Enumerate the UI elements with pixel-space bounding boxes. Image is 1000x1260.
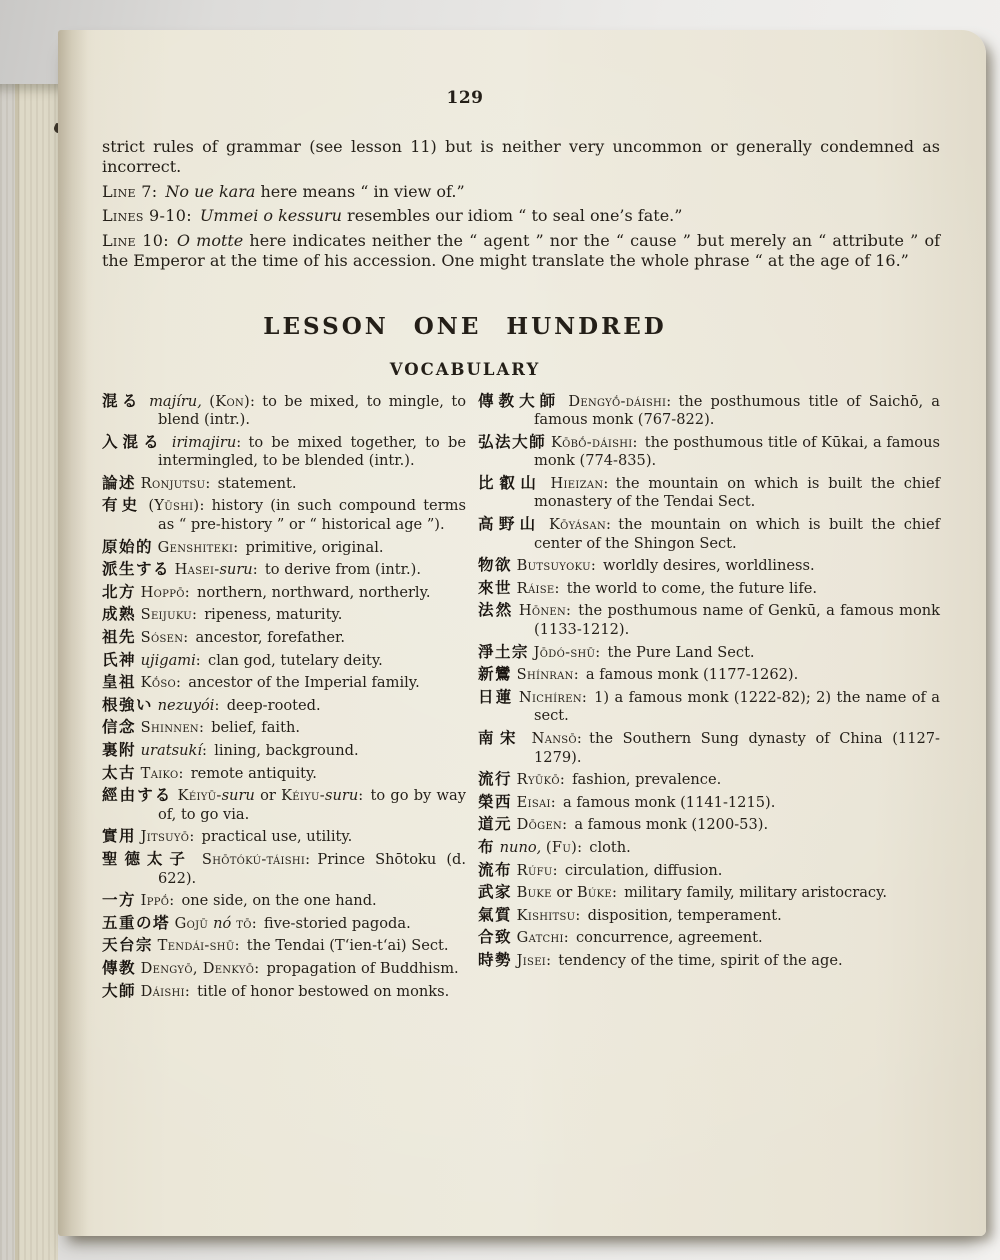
definition: ancestor of the Imperial family. <box>188 674 420 692</box>
definition: lining, background. <box>214 742 359 759</box>
definition: disposition, temperament. <box>587 906 782 924</box>
text-segment: Kishitsu <box>516 906 576 924</box>
kanji-headword: 入混る <box>102 431 164 451</box>
text-segment: Dengyō, Denkyō <box>140 959 255 977</box>
kanji-headword: 五重の塔 <box>102 912 171 932</box>
text-segment: suru <box>219 561 253 579</box>
text-segment: Tendái-shū <box>157 937 235 955</box>
definition: Prince Shōtoku (d. 622). <box>158 850 466 887</box>
kanji-headword: 論述 <box>102 472 137 492</box>
kanji-headword: 傳教大師 <box>478 390 561 410</box>
kanji-headword: 弘法大師 <box>478 431 547 451</box>
vocab-entry: 派生する Hasei-suru: to derive from (intr.). <box>102 559 421 579</box>
definition: a famous monk (1200-53). <box>574 816 769 834</box>
vocab-entry: 北方 Hoppō: northern, northward, northerly. <box>102 581 431 601</box>
definition: the posthumous name of Genkū, a famous monk (1133-1212). <box>534 602 940 639</box>
text-segment: ujigami <box>140 651 196 669</box>
definition: cloth. <box>589 838 631 856</box>
text-segment: irimajiru <box>171 433 237 451</box>
text-segment: Dōgen <box>516 816 563 834</box>
text-segment: (Yūshi) <box>148 497 200 515</box>
definition: statement. <box>217 474 297 492</box>
definition: the posthumous title of Saichō, a famous monk (767-822). <box>534 392 940 429</box>
definition: the mountain on which is built the chief monastery of the Tendai Sect. <box>534 474 940 511</box>
definition: to be mixed together, to be intermingled, to be blended (intr.). <box>158 433 466 470</box>
vocab-entry: 混る majíru, (Kon): to be mixed, to mingle, to blend (intr.). <box>102 390 466 429</box>
note-label: Lines 9-10: <box>102 206 192 225</box>
definition: belief, faith. <box>211 719 300 737</box>
vocab-entry: 法然 Hōnen: the posthumous name of Genkū, a famous monk (1133-1212). <box>478 600 940 639</box>
kanji-headword: 日蓮 <box>478 686 514 706</box>
definition: worldly desires, worldliness. <box>603 557 815 575</box>
vocab-entry: 淨土宗 Jōdó-shū: the Pure Land Sect. <box>478 641 755 661</box>
definition: the world to come, the future life. <box>566 579 817 597</box>
text-segment: Rúfu <box>516 861 553 879</box>
page-number: 129 <box>446 88 484 108</box>
kanji-headword: 布 <box>478 836 496 856</box>
text-segment: Seijuku <box>140 606 192 624</box>
text-segment: Gojū <box>174 914 214 932</box>
definition: title of honor bestowed on monks. <box>197 982 450 1000</box>
kanji-headword: 根強い <box>102 694 154 714</box>
definition: history (in such compound terms as “ pre-history ” or “ historical age ”). <box>158 497 466 534</box>
text-segment: Jisei <box>516 951 547 969</box>
vocab-entry: 榮西 Eisai: a famous monk (1141-1215). <box>478 791 776 811</box>
kanji-headword: 南宋 <box>478 728 522 747</box>
text-segment: Gatchi <box>516 929 564 947</box>
kanji-headword: 祖先 <box>102 627 137 647</box>
kanji-headword: 皇祖 <box>102 672 137 692</box>
definition: the posthumous title of Kūkai, a famous monk (774-835). <box>534 433 940 470</box>
definition: ancestor, forefather. <box>195 629 345 647</box>
kanji-headword: 道元 <box>478 814 513 834</box>
lesson-title: LESSON ONE HUNDRED <box>263 312 667 340</box>
definition: northern, northward, northerly. <box>196 583 431 601</box>
text-segment: Eisai <box>516 793 551 811</box>
definition: one side, on the one hand. <box>181 892 377 910</box>
definition: to derive from (intr.). <box>264 561 421 579</box>
text-segment: or <box>551 884 577 902</box>
vocab-entry: 有史 (Yūshi): history (in such compound terms as “ pre-history ” or “ historical age ”). <box>102 495 466 534</box>
text-segment: Nichíren <box>518 688 582 706</box>
text-segment: (Fu) <box>545 838 578 856</box>
vocab-entry: 祖先 Sósen: ancestor, forefather. <box>102 627 345 647</box>
text-segment: Jitsuyō <box>140 828 190 846</box>
vocab-entry: 裏附 uratsukí: lining, background. <box>102 740 359 759</box>
vocab-entry: 南宋 Nansō: the Southern Sung dynasty of China (1127-1279). <box>478 728 940 766</box>
vocab-entry: 來世 Ráise: the world to come, the future life. <box>478 577 817 597</box>
vocab-entry: 物欲 Butsuyoku: worldly desires, worldliness. <box>478 555 815 575</box>
kanji-headword: 合致 <box>478 927 513 947</box>
definition: tendency of the time, spirit of the age. <box>558 951 843 969</box>
vocab-entry: 合致 Gatchi: concurrence, agreement. <box>478 927 763 947</box>
vocab-entry: 大師 Dáishi: title of honor bestowed on monks. <box>102 980 450 1000</box>
top-notes-list <box>102 182 940 272</box>
vocab-entry: 傳教 Dengyō, Denkyō: propagation of Buddhism. <box>102 957 459 977</box>
text-segment: Ráise <box>516 579 555 597</box>
kanji-headword: 淨土宗 <box>478 641 530 661</box>
text-segment: Búke <box>576 884 612 902</box>
intro-paragraph: strict rules of grammar (see lesson 11) but is neither very uncommon or generally condemned as incorrect. <box>102 136 940 176</box>
vocab-entry: 實用 Jitsuyō: practical use, utility. <box>102 826 353 846</box>
vocab-entry: 氏神 ujigami: clan god, tutelary deity. <box>102 649 383 669</box>
text-segment: uratsukí <box>140 742 202 759</box>
kanji-headword: 物欲 <box>478 555 513 575</box>
kanji-headword: 經由する <box>102 785 173 805</box>
text-segment: No ue kara <box>165 181 256 201</box>
definition: ripeness, maturity. <box>204 606 343 624</box>
text-segment: O motte <box>176 230 244 250</box>
kanji-headword: 派生する <box>102 559 171 579</box>
kanji-headword: 大師 <box>102 980 137 1000</box>
text-segment: Hasei- <box>174 561 220 579</box>
vocab-entry: 布 nuno, (Fu): cloth. <box>478 836 631 856</box>
vocab-entry: 氣質 Kishitsu: disposition, temperament. <box>478 904 782 924</box>
note-label: Line 7: <box>102 181 158 201</box>
text-segment: Ippṓ <box>140 892 170 910</box>
definition: primitive, original. <box>245 538 384 556</box>
kanji-headword: 榮西 <box>478 791 513 811</box>
vocab-entry: 一方 Ippṓ: one side, on the one hand. <box>102 890 377 910</box>
definition: deep-rooted. <box>226 696 321 714</box>
definition: the Southern Sung dynasty of China (1127-1279). <box>534 730 940 766</box>
vocab-entry: 原始的 Genshiteki: primitive, original. <box>102 536 384 556</box>
text-segment: Jōdó-shū <box>533 643 596 661</box>
page-content <box>102 30 940 1004</box>
text-segment: (Kon) <box>209 392 251 410</box>
text-segment: Taiko <box>140 764 179 782</box>
definition: to go by way of, to go via. <box>158 787 466 823</box>
vocabulary-columns <box>102 392 940 1005</box>
line-note <box>102 231 940 272</box>
definition: circulation, diffusion. <box>564 861 723 879</box>
text-segment: Hōnen <box>518 602 567 620</box>
vocab-entry: 道元 Dōgen: a famous monk (1200-53). <box>478 814 769 834</box>
text-segment: resembles our idiom “ to seal one’s fate.” <box>341 206 683 225</box>
kanji-headword: 比叡山 <box>478 472 542 492</box>
text-segment: majíru, <box>149 392 202 410</box>
kanji-headword: 武家 <box>478 882 513 902</box>
vocab-entry: 根強い nezuyói: deep-rooted. <box>102 694 321 714</box>
text-segment: Kṓso <box>140 674 177 692</box>
kanji-headword: 氏神 <box>102 649 137 669</box>
text-segment: suru <box>221 787 255 805</box>
definition: fashion, prevalence. <box>572 771 722 789</box>
vocab-entry: 傳教大師 Dengyṓ-dáishi: the posthumous title of Saichō, a famous monk (767-822). <box>478 390 940 429</box>
vocab-column-left <box>102 392 466 1005</box>
definition: practical use, utility. <box>201 828 353 846</box>
vocab-entry: 入混る irimajiru: to be mixed together, to be intermingled, to be blended (intr.). <box>102 431 466 470</box>
definition: a famous monk (1141-1215). <box>563 793 776 811</box>
vocab-entry: 太古 Taiko: remote antiquity. <box>102 762 317 782</box>
kanji-headword: 聖德太子 <box>102 848 192 868</box>
kanji-headword: 太古 <box>102 762 137 782</box>
vocab-entry: 流行 Ryūkō: fashion, prevalence. <box>478 769 722 789</box>
line-note <box>102 206 940 227</box>
kanji-headword: 傳教 <box>102 957 137 977</box>
kanji-headword: 一方 <box>102 890 137 910</box>
text-segment: Dáishi <box>140 982 185 1000</box>
kanji-headword: 高野山 <box>478 514 541 534</box>
kanji-headword: 流行 <box>478 769 513 789</box>
vocab-entry: 高野山 Kōyásan: the mountain on which is built the chief center of the Shingon Sect. <box>478 514 940 552</box>
definition: five-storied pagoda. <box>263 914 411 932</box>
text-segment: Hieizan <box>550 474 604 492</box>
vocab-entry: 聖德太子 Shōtókú-táishi: Prince Shōtoku (d. 622). <box>102 848 466 887</box>
kanji-headword: 成熟 <box>102 604 137 624</box>
text-segment: nuno, <box>499 838 542 856</box>
page-edge-stack <box>0 84 58 1260</box>
line-note <box>102 182 940 203</box>
vocab-entry: 成熟 Seijuku: ripeness, maturity. <box>102 604 343 624</box>
text-segment: Kōyásan <box>548 516 607 534</box>
vocab-entry: 流布 Rúfu: circulation, diffusion. <box>478 859 723 879</box>
text-segment: Kōbṓ-dáishi <box>550 433 633 451</box>
kanji-headword: 來世 <box>478 577 513 597</box>
vocab-column-right <box>478 392 940 1005</box>
kanji-headword: 北方 <box>102 581 137 601</box>
text-segment: Kéiyū- <box>177 787 222 805</box>
vocab-entry: 日蓮 Nichíren: 1) a famous monk (1222-82); 2) the name of a sect. <box>478 686 940 725</box>
definition: propagation of Buddhism. <box>266 959 459 977</box>
text-segment: Shōtókú-táishi <box>201 850 306 868</box>
kanji-headword: 信念 <box>102 717 137 737</box>
kanji-headword: 流布 <box>478 859 513 879</box>
kanji-headword: 天台宗 <box>102 935 154 955</box>
kanji-headword: 裏附 <box>102 740 137 759</box>
vocab-entry: 武家 Buke or Búke: military family, military aristocracy. <box>478 882 888 902</box>
kanji-headword: 原始的 <box>102 536 154 556</box>
text-segment: Butsuyoku <box>516 557 591 575</box>
kanji-headword: 氣質 <box>478 904 513 924</box>
kanji-headword: 時勢 <box>478 949 513 969</box>
vocab-entry: 經由する Kéiyū-suru or Kéiyu-suru: to go by way of, to go via. <box>102 785 466 823</box>
kanji-headword: 實用 <box>102 826 137 846</box>
vocab-entry: 論述 Ronjutsu: statement. <box>102 472 297 492</box>
vocab-entry: 時勢 Jisei: tendency of the time, spirit of the age. <box>478 949 843 969</box>
definition: a famous monk (1177-1262). <box>585 666 799 684</box>
vocab-entry: 信念 Shinnen: belief, faith. <box>102 717 300 737</box>
definition: the Pure Land Sect. <box>607 643 755 661</box>
text-segment: Dengyṓ-dáishi <box>568 392 667 410</box>
text-segment: Sósen <box>140 629 184 647</box>
kanji-headword: 新鸞 <box>478 664 513 684</box>
kanji-headword: 有史 <box>102 495 142 515</box>
text-segment: Shínran <box>516 666 574 684</box>
text-segment: suru <box>324 787 359 805</box>
text-segment: Ryūkō <box>516 771 560 789</box>
text-segment: tō <box>231 914 252 932</box>
text-segment: Buke <box>516 884 552 902</box>
text-segment: or <box>254 787 282 805</box>
text-segment: Genshiteki <box>157 538 234 556</box>
text-segment: nezuyói <box>157 696 215 714</box>
definition: military family, military aristocracy. <box>624 884 888 902</box>
vocab-entry: 弘法大師 Kōbṓ-dáishi: the posthumous title of Kūkai, a famous monk (774-835). <box>478 431 940 470</box>
definition: 1) a famous monk (1222-82); 2) the name of a sect. <box>534 688 940 725</box>
definition: to be mixed, to mingle, to blend (intr.). <box>158 392 466 429</box>
vocab-entry: 比叡山 Hieizan: the mountain on which is built the chief monastery of the Tendai Sect. <box>478 472 940 511</box>
text-segment: Ronjutsu <box>140 474 206 492</box>
text-segment: Ummei o kessuru <box>199 206 342 225</box>
vocab-entry: 天台宗 Tendái-shū: the Tendai (T‘ien-t‘ai) Sect. <box>102 935 449 955</box>
text-segment: nó <box>213 914 232 932</box>
text-segment: here indicates neither the “ agent ” nor the “ cause ” but merely an “ attribute ” of the Emperor at the time of his accession. One might translate the whole phrase “ at the age of 16.” <box>102 230 940 270</box>
vocab-entry: 皇祖 Kṓso: ancestor of the Imperial family. <box>102 672 420 692</box>
text-segment: Nansō <box>531 730 577 747</box>
definition: remote antiquity. <box>190 764 317 782</box>
note-label: Line 10: <box>102 230 169 250</box>
definition: the Tendai (T‘ien-t‘ai) Sect. <box>246 937 449 955</box>
book-page <box>58 30 986 1236</box>
definition: the mountain on which is built the chief center of the Shingon Sect. <box>534 516 940 552</box>
vocabulary-heading: VOCABULARY <box>389 359 541 379</box>
text-segment: here means “ in view of.” <box>255 181 465 201</box>
definition: concurrence, agreement. <box>576 929 763 947</box>
kanji-headword: 法然 <box>478 600 514 620</box>
text-segment: Hoppō <box>140 583 185 601</box>
vocab-entry: 五重の塔 Gojū nó tō: five-storied pagoda. <box>102 912 411 932</box>
vocab-entry: 新鸞 Shínran: a famous monk (1177-1262). <box>478 664 799 684</box>
kanji-headword: 混る <box>102 390 142 410</box>
text-segment: Kéiyu- <box>281 787 325 805</box>
definition: clan god, tutelary deity. <box>208 651 383 669</box>
text-segment: Shinnen <box>140 719 199 737</box>
